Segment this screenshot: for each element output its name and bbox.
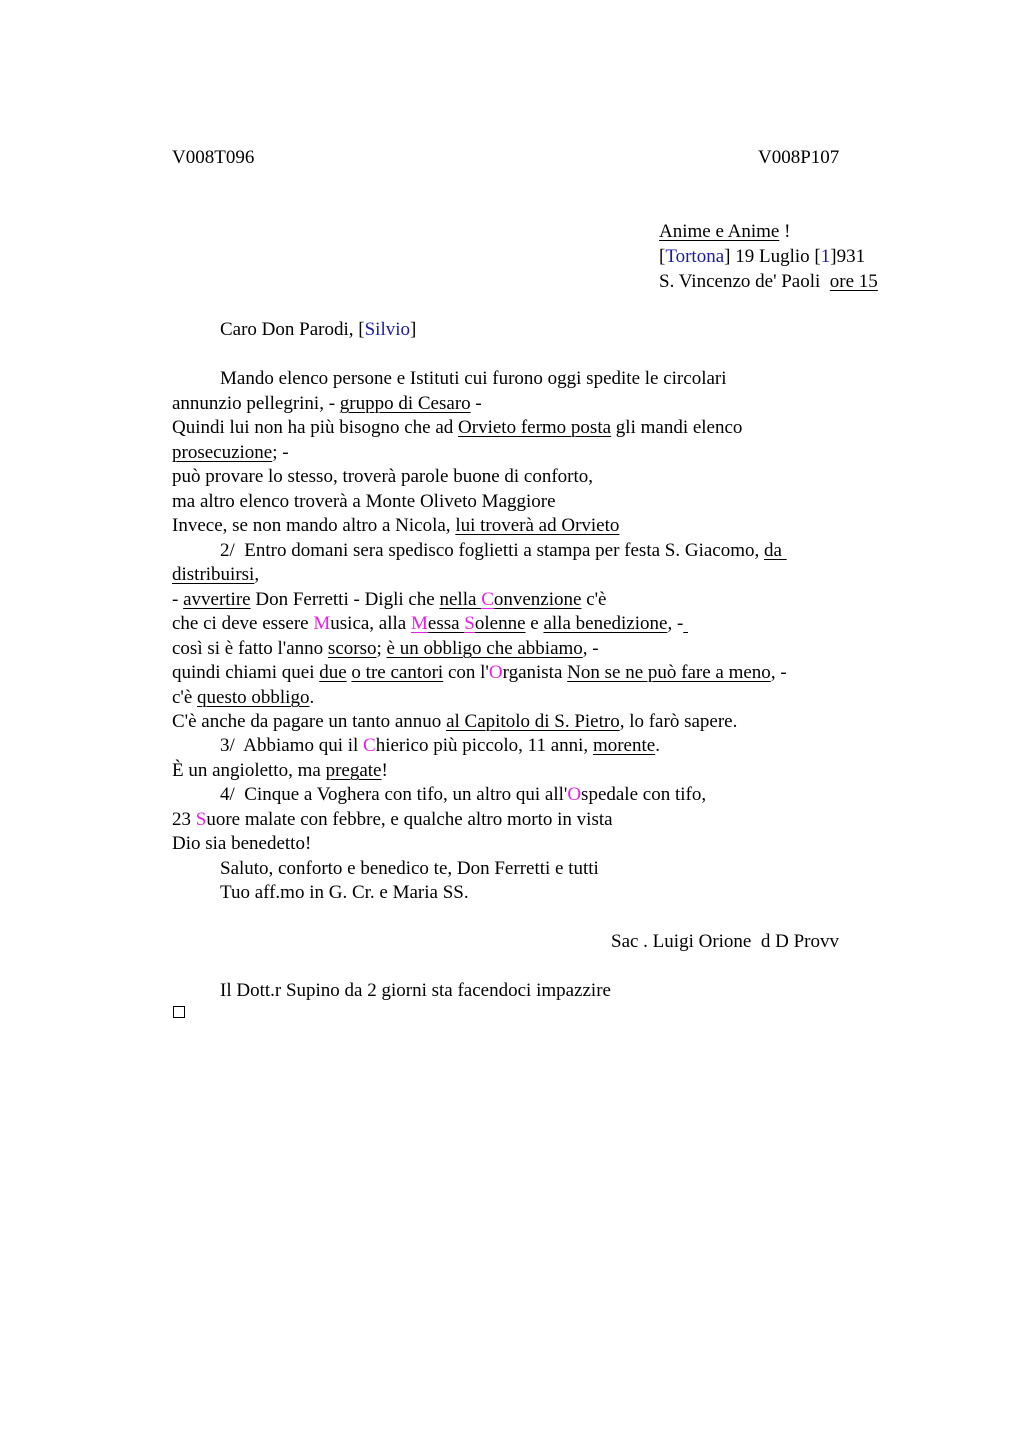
body-line (172, 687, 314, 709)
text-run: , - (582, 638, 599, 659)
text-run: , lo farò sapere. (619, 711, 738, 732)
underlined-text: scorso (327, 638, 377, 659)
underlined-text: prosecuzione (172, 442, 273, 463)
text-run: 3/ Abbiamo qui il (220, 735, 364, 756)
text-run: spedale con tifo, (581, 784, 707, 805)
underlined-text: da (764, 540, 787, 561)
dateline-saint-hour (659, 271, 878, 293)
capital-letter: S (464, 613, 475, 634)
text-run: rganista (502, 662, 568, 683)
underlined-text: avvertire (183, 589, 251, 610)
body-line: ma altro elenco troverà a Monte Oliveto Maggiore (172, 491, 556, 512)
text-run: così si è fatto l'anno (172, 638, 328, 659)
text-run: annunzio pellegrini, - (172, 393, 340, 414)
underlined-text: gruppo di Cesaro (339, 393, 471, 414)
body-line (172, 417, 742, 439)
body-line (220, 540, 787, 562)
text-run: - (172, 589, 184, 610)
underlined-text: olenne (474, 613, 526, 634)
underlined-text: pregate (325, 760, 382, 781)
text-run: , (254, 564, 260, 585)
text-run: 4/ Cinque a Voghera con tifo, un altro qui all' (220, 784, 568, 805)
text-run: . (309, 687, 315, 708)
bracket: [ (814, 246, 821, 267)
text-run: quindi chiami quei (172, 662, 320, 683)
hour-text: ore 15 (829, 271, 878, 292)
salutation (220, 319, 416, 341)
underlined-text: due (319, 662, 347, 683)
title-end: ! (779, 221, 791, 242)
bracket: [ (659, 246, 666, 267)
text-run: c'è (581, 589, 607, 610)
text-run: - (470, 393, 482, 414)
text-run: usica, alla (330, 613, 411, 634)
text-run: e (525, 613, 544, 634)
text-run: Don Ferretti - Digli che (250, 589, 440, 610)
body-line: Saluto, conforto e benedico te, Don Ferretti e tutti (220, 858, 599, 879)
underlined-text: morente (592, 735, 656, 756)
body-line (172, 638, 599, 660)
body-line (172, 515, 619, 537)
document-code-left: V008T096 (172, 147, 255, 168)
signature: Sac . Luigi Orione d D Provv (611, 931, 839, 952)
underlined-text: essa (427, 613, 465, 634)
text-run: C'è anche da pagare un tanto annuo (172, 711, 447, 732)
capital-letter: O (488, 662, 503, 683)
postscript: Il Dott.r Supino da 2 giorni sta facendoci impazzire (220, 980, 611, 1001)
bracket: ] (410, 319, 417, 340)
underlined-text: al Capitolo di S. Pietro (446, 711, 620, 732)
bracket: ] (830, 246, 837, 267)
body-line (220, 784, 706, 806)
bracket: ] (724, 246, 731, 267)
end-square-icon (173, 1006, 185, 1018)
text-run: 2/ Entro domani sera spedisco foglietti a stampa per festa S. Giacomo, (220, 540, 764, 561)
text-run: Quindi lui non ha più bisogno che ad (172, 417, 459, 438)
body-line (172, 564, 259, 586)
underlined-text: Non se ne può fare a meno (567, 662, 771, 683)
text-run: . (655, 735, 660, 756)
capital-letter: C (363, 735, 376, 756)
text-run: c'è (172, 687, 198, 708)
text-run: ; - (272, 442, 289, 463)
text-run: Invece, se non mando altro a Nicola, (172, 515, 456, 536)
body-line (220, 735, 660, 757)
capital-letter: O (567, 784, 582, 805)
dateline-title (659, 221, 790, 243)
underlined-text: distribuirsi (172, 564, 255, 585)
text-run: È un angioletto, ma (172, 760, 326, 781)
capital-letter: M (313, 613, 331, 634)
body-line (172, 393, 482, 415)
place-name: Tortona (665, 246, 725, 267)
year-digit: 1 (820, 246, 831, 267)
capital-letter: S (195, 809, 207, 830)
text-run: 23 (172, 809, 196, 830)
underlined-text: o tre cantori (351, 662, 444, 683)
underlined-text: onvenzione (493, 589, 582, 610)
title-text: Anime e Anime (659, 221, 780, 242)
body-line (172, 589, 607, 611)
body-line (172, 662, 787, 684)
text-run: hierico più piccolo, 11 anni, (375, 735, 593, 756)
body-line (172, 613, 688, 635)
capital-letter: C (481, 589, 494, 610)
text-run: con l' (443, 662, 489, 683)
text-run: , - (667, 613, 684, 634)
body-line (172, 442, 289, 464)
underlined-text: è un obbligo che abbiamo (386, 638, 583, 659)
text-run: che ci deve essere (172, 613, 314, 634)
body-line: Dio sia benedetto! (172, 833, 312, 854)
document-code-right: V008P107 (758, 147, 840, 168)
underlined-text (683, 613, 688, 634)
underlined-text: lui troverà ad Orvieto (455, 515, 620, 536)
date-text: 19 Luglio (730, 246, 815, 267)
text-run: ! (381, 760, 388, 781)
capital-letter: M (410, 613, 428, 634)
text-run: uore malate con febbre, e qualche altro morto in vista (206, 809, 613, 830)
text-run: gli mandi elenco (611, 417, 743, 438)
saint-day: S. Vincenzo de' Paoli (659, 271, 830, 292)
underlined-text: nella (439, 589, 482, 610)
bracket: [ (358, 319, 365, 340)
body-line (172, 809, 613, 831)
closing-line: Tuo aff.mo in G. Cr. e Maria SS. (220, 882, 469, 903)
text-run: ; (376, 638, 387, 659)
recipient-name: Silvio (364, 319, 410, 340)
body-line (172, 760, 388, 782)
body-line: Mando elenco persone e Istituti cui furono oggi spedite le circolari (220, 368, 727, 389)
salutation-text: Caro Don Parodi, (220, 319, 359, 340)
underlined-text: alla benedizione (543, 613, 668, 634)
year-text: 931 (836, 246, 866, 267)
body-line (172, 711, 737, 733)
underlined-text: Orvieto fermo posta (458, 417, 612, 438)
body-line: può provare lo stesso, troverà parole buone di conforto, (172, 466, 594, 487)
dateline-place-date (659, 246, 865, 268)
text-run: , - (770, 662, 787, 683)
underlined-text: questo obbligo (197, 687, 310, 708)
